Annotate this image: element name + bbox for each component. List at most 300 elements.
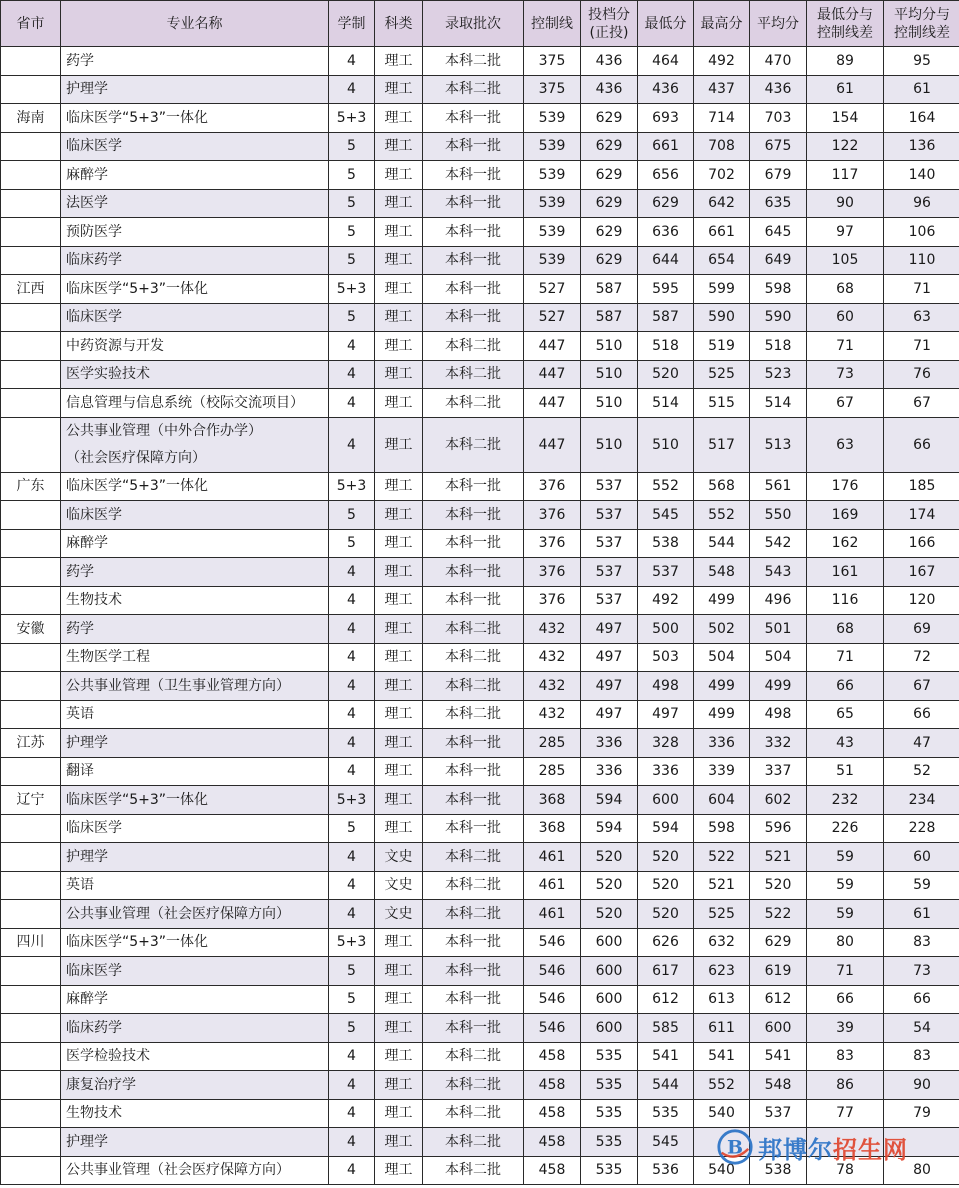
table-row (1, 985, 959, 1014)
cell-province (1, 161, 61, 190)
table-row (1, 586, 959, 615)
cell-category: 理工 (375, 586, 423, 615)
cell-category: 理工 (375, 985, 423, 1014)
cell-province (1, 586, 61, 615)
cell-batch: 本科一批 (423, 472, 524, 501)
cell-min-score: 520 (638, 843, 694, 872)
cell-province (1, 529, 61, 558)
cell-avg-score: 523 (750, 360, 807, 389)
cell-min-score: 498 (638, 672, 694, 701)
cell-min-diff: 43 (807, 729, 884, 758)
cell-avg-diff: 54 (884, 1014, 959, 1043)
cell-control-line: 368 (524, 814, 581, 843)
cell-province (1, 1014, 61, 1043)
cell-min-score: 328 (638, 729, 694, 758)
cell-years: 4 (329, 871, 375, 900)
cell-province: 江西 (1, 275, 61, 304)
cell-min-score: 514 (638, 389, 694, 418)
cell-batch: 本科二批 (423, 1128, 524, 1157)
cell-max-score: 522 (694, 843, 750, 872)
cell-major: 临床医学 (61, 132, 329, 161)
cell-province (1, 1099, 61, 1128)
cell-category: 理工 (375, 189, 423, 218)
table-row (1, 672, 959, 701)
cell-avg-diff: 71 (884, 275, 959, 304)
cell-years: 5+3 (329, 472, 375, 501)
cell-avg-diff: 140 (884, 161, 959, 190)
table-row (1, 558, 959, 587)
cell-control-line: 458 (524, 1156, 581, 1185)
cell-max-score: 515 (694, 389, 750, 418)
cell-avg-diff: 72 (884, 643, 959, 672)
cell-min-score: 537 (638, 558, 694, 587)
site-name (758, 1130, 908, 1165)
cell-years: 4 (329, 360, 375, 389)
cell-min-score: 536 (638, 1156, 694, 1185)
cell-years: 5 (329, 501, 375, 530)
cell-major: 临床医学 (61, 501, 329, 530)
cell-major (61, 417, 329, 472)
cell-province (1, 132, 61, 161)
cell-province (1, 1156, 61, 1185)
cell-batch: 本科二批 (423, 360, 524, 389)
cell-major: 生物医学工程 (61, 643, 329, 672)
cell-control-line: 432 (524, 643, 581, 672)
table-row (1, 472, 959, 501)
cell-category: 理工 (375, 757, 423, 786)
cell-avg-score: 504 (750, 643, 807, 672)
cell-batch: 本科二批 (423, 615, 524, 644)
table-row (1, 529, 959, 558)
cell-major: 麻醉学 (61, 985, 329, 1014)
cell-avg-diff: 66 (884, 417, 959, 472)
cell-category: 理工 (375, 132, 423, 161)
cell-province (1, 843, 61, 872)
cell-max-score: 590 (694, 303, 750, 332)
cell-avg-score: 542 (750, 529, 807, 558)
cell-batch: 本科一批 (423, 814, 524, 843)
cell-province (1, 985, 61, 1014)
cell-control-line: 376 (524, 501, 581, 530)
cell-min-diff: 67 (807, 389, 884, 418)
cell-control-line: 447 (524, 360, 581, 389)
cell-min-score: 594 (638, 814, 694, 843)
cell-major: 英语 (61, 700, 329, 729)
cell-max-score: 336 (694, 729, 750, 758)
cell-min-diff: 73 (807, 360, 884, 389)
cell-file-score: 600 (581, 1014, 638, 1043)
cell-min-diff: 232 (807, 786, 884, 815)
cell-years: 4 (329, 700, 375, 729)
cell-max-score: 339 (694, 757, 750, 786)
cell-file-score: 629 (581, 218, 638, 247)
cell-batch: 本科一批 (423, 586, 524, 615)
cell-max-score: 714 (694, 104, 750, 133)
header-avg-diff-l2: 控制线差 (894, 24, 950, 41)
cell-major: 临床医学“5+3”一体化 (61, 786, 329, 815)
cell-batch: 本科一批 (423, 218, 524, 247)
cell-category: 理工 (375, 161, 423, 190)
cell-min-score: 545 (638, 501, 694, 530)
cell-years: 4 (329, 615, 375, 644)
cell-file-score: 497 (581, 700, 638, 729)
cell-avg-diff: 228 (884, 814, 959, 843)
table-row (1, 1099, 959, 1128)
cell-years: 4 (329, 75, 375, 104)
cell-avg-diff: 166 (884, 529, 959, 558)
cell-batch: 本科一批 (423, 1014, 524, 1043)
cell-category: 理工 (375, 928, 423, 957)
cell-province (1, 558, 61, 587)
table-row (1, 757, 959, 786)
cell-years: 4 (329, 843, 375, 872)
cell-batch: 本科一批 (423, 729, 524, 758)
cell-avg-score: 602 (750, 786, 807, 815)
cell-min-diff: 60 (807, 303, 884, 332)
cell-batch: 本科二批 (423, 1042, 524, 1071)
table-row (1, 900, 959, 929)
cell-avg-score: 598 (750, 275, 807, 304)
cell-avg-diff: 63 (884, 303, 959, 332)
cell-major-line2: （社会医疗保障方向） (66, 449, 206, 466)
table-row (1, 700, 959, 729)
header-years: 学制 (329, 1, 375, 47)
cell-major: 生物技术 (61, 586, 329, 615)
cell-major: 翻译 (61, 757, 329, 786)
cell-max-score: 632 (694, 928, 750, 957)
header-min-diff (807, 1, 884, 47)
cell-avg-score: 337 (750, 757, 807, 786)
cell-file-score: 510 (581, 389, 638, 418)
cell-batch: 本科一批 (423, 928, 524, 957)
cell-min-diff: 162 (807, 529, 884, 558)
cell-control-line: 447 (524, 389, 581, 418)
cell-min-score: 510 (638, 417, 694, 472)
cell-file-score: 510 (581, 360, 638, 389)
table-row (1, 189, 959, 218)
cell-province (1, 1128, 61, 1157)
cell-batch: 本科二批 (423, 332, 524, 361)
table-row (1, 332, 959, 361)
cell-province (1, 672, 61, 701)
cell-category: 理工 (375, 814, 423, 843)
cell-avg-score: 514 (750, 389, 807, 418)
table-row (1, 161, 959, 190)
cell-min-diff: 66 (807, 672, 884, 701)
cell-years: 5+3 (329, 104, 375, 133)
cell-category: 理工 (375, 360, 423, 389)
table-row (1, 132, 959, 161)
cell-file-score: 510 (581, 332, 638, 361)
cell-min-score: 600 (638, 786, 694, 815)
cell-min-diff: 63 (807, 417, 884, 472)
cell-major: 麻醉学 (61, 161, 329, 190)
cell-file-score: 535 (581, 1042, 638, 1071)
cell-category: 理工 (375, 275, 423, 304)
cell-avg-score: 679 (750, 161, 807, 190)
cell-min-score: 585 (638, 1014, 694, 1043)
table-row (1, 218, 959, 247)
table-row (1, 814, 959, 843)
cell-max-score: 708 (694, 132, 750, 161)
cell-max-score: 541 (694, 1042, 750, 1071)
cell-file-score: 497 (581, 615, 638, 644)
cell-min-score: 336 (638, 757, 694, 786)
cell-major: 临床药学 (61, 246, 329, 275)
cell-file-score: 436 (581, 47, 638, 76)
cell-file-score: 520 (581, 871, 638, 900)
cell-avg-score: 619 (750, 957, 807, 986)
cell-avg-diff: 80 (884, 1156, 959, 1185)
cell-min-diff: 68 (807, 275, 884, 304)
cell-min-score: 520 (638, 871, 694, 900)
cell-file-score: 537 (581, 501, 638, 530)
cell-control-line: 539 (524, 132, 581, 161)
cell-years: 5 (329, 957, 375, 986)
cell-avg-score: 518 (750, 332, 807, 361)
cell-min-diff: 71 (807, 643, 884, 672)
cell-category: 理工 (375, 332, 423, 361)
cell-file-score: 629 (581, 189, 638, 218)
cell-years: 5+3 (329, 275, 375, 304)
table-row (1, 75, 959, 104)
table-row (1, 928, 959, 957)
cell-min-diff: 89 (807, 47, 884, 76)
cell-min-score: 595 (638, 275, 694, 304)
site-name-main: 邦博尔 (758, 1134, 833, 1164)
cell-province: 辽宁 (1, 786, 61, 815)
cell-years: 4 (329, 558, 375, 587)
cell-category: 理工 (375, 643, 423, 672)
cell-max-score: 517 (694, 417, 750, 472)
cell-major: 临床医学 (61, 957, 329, 986)
cell-max-score: 611 (694, 1014, 750, 1043)
header-control-line: 控制线 (524, 1, 581, 47)
cell-category: 理工 (375, 389, 423, 418)
cell-province: 四川 (1, 928, 61, 957)
cell-major: 护理学 (61, 1128, 329, 1157)
cell-category: 理工 (375, 558, 423, 587)
cell-min-score: 545 (638, 1128, 694, 1157)
cell-years: 4 (329, 417, 375, 472)
cell-avg-score: 543 (750, 558, 807, 587)
cell-min-score: 617 (638, 957, 694, 986)
cell-major: 临床医学“5+3”一体化 (61, 275, 329, 304)
cell-control-line: 461 (524, 871, 581, 900)
table-row (1, 47, 959, 76)
cell-category: 理工 (375, 672, 423, 701)
cell-years: 4 (329, 1128, 375, 1157)
cell-control-line: 375 (524, 47, 581, 76)
cell-avg-diff: 79 (884, 1099, 959, 1128)
cell-batch: 本科一批 (423, 558, 524, 587)
cell-control-line: 376 (524, 558, 581, 587)
cell-min-score: 520 (638, 360, 694, 389)
cell-years: 5 (329, 161, 375, 190)
cell-min-diff: 78 (807, 1156, 884, 1185)
cell-min-diff: 59 (807, 843, 884, 872)
cell-control-line: 376 (524, 529, 581, 558)
table-row (1, 643, 959, 672)
cell-province (1, 332, 61, 361)
cell-avg-score: 649 (750, 246, 807, 275)
cell-category: 理工 (375, 501, 423, 530)
header-file-score-l1: 投档分 (588, 6, 630, 23)
cell-avg-score: 548 (750, 1071, 807, 1100)
cell-avg-score: 537 (750, 1099, 807, 1128)
cell-control-line: 546 (524, 1014, 581, 1043)
cell-min-score: 535 (638, 1099, 694, 1128)
cell-years: 4 (329, 729, 375, 758)
cell-major: 麻醉学 (61, 529, 329, 558)
cell-avg-score: 520 (750, 871, 807, 900)
cell-control-line: 375 (524, 75, 581, 104)
cell-years: 5 (329, 529, 375, 558)
cell-control-line: 447 (524, 332, 581, 361)
cell-file-score: 535 (581, 1071, 638, 1100)
cell-province (1, 389, 61, 418)
cell-avg-score: 470 (750, 47, 807, 76)
cell-control-line: 546 (524, 928, 581, 957)
cell-years: 4 (329, 1042, 375, 1071)
header-avg-diff (884, 1, 959, 47)
cell-major: 临床医学 (61, 303, 329, 332)
cell-avg-score: 538 (750, 1156, 807, 1185)
cell-category: 理工 (375, 1099, 423, 1128)
cell-max-score: 599 (694, 275, 750, 304)
cell-major: 生物技术 (61, 1099, 329, 1128)
cell-batch: 本科一批 (423, 132, 524, 161)
cell-batch: 本科一批 (423, 246, 524, 275)
cell-avg-score: 513 (750, 417, 807, 472)
cell-min-diff: 117 (807, 161, 884, 190)
cell-min-diff: 86 (807, 1071, 884, 1100)
cell-years: 4 (329, 1071, 375, 1100)
cell-max-score: 502 (694, 615, 750, 644)
table-row (1, 417, 959, 472)
cell-years: 5+3 (329, 786, 375, 815)
cell-min-score: 544 (638, 1071, 694, 1100)
cell-avg-score: 498 (750, 700, 807, 729)
cell-min-score: 520 (638, 900, 694, 929)
cell-avg-diff: 174 (884, 501, 959, 530)
cell-avg-diff: 67 (884, 672, 959, 701)
cell-major: 临床医学“5+3”一体化 (61, 472, 329, 501)
cell-file-score: 629 (581, 104, 638, 133)
cell-min-diff: 39 (807, 1014, 884, 1043)
cell-max-score: 552 (694, 1071, 750, 1100)
site-logo-letter: B (726, 1136, 744, 1159)
cell-major: 护理学 (61, 75, 329, 104)
cell-min-diff: 66 (807, 985, 884, 1014)
cell-years: 4 (329, 47, 375, 76)
cell-min-diff: 97 (807, 218, 884, 247)
table-row (1, 871, 959, 900)
cell-batch: 本科一批 (423, 529, 524, 558)
cell-years: 5 (329, 303, 375, 332)
cell-min-diff: 71 (807, 957, 884, 986)
cell-avg-diff: 95 (884, 47, 959, 76)
header-batch: 录取批次 (423, 1, 524, 47)
cell-min-diff: 59 (807, 900, 884, 929)
cell-years: 5 (329, 218, 375, 247)
cell-years: 5 (329, 985, 375, 1014)
cell-category: 理工 (375, 729, 423, 758)
header-row (1, 1, 959, 47)
table-row (1, 246, 959, 275)
cell-province (1, 700, 61, 729)
cell-province (1, 900, 61, 929)
cell-min-score: 518 (638, 332, 694, 361)
cell-category: 理工 (375, 1156, 423, 1185)
cell-avg-diff: 61 (884, 75, 959, 104)
cell-avg-score: 590 (750, 303, 807, 332)
cell-min-diff: 68 (807, 615, 884, 644)
cell-avg-diff: 47 (884, 729, 959, 758)
cell-batch: 本科一批 (423, 985, 524, 1014)
cell-avg-diff: 120 (884, 586, 959, 615)
cell-min-score: 541 (638, 1042, 694, 1071)
cell-control-line: 539 (524, 218, 581, 247)
cell-max-score: 568 (694, 472, 750, 501)
cell-major: 公共事业管理（卫生事业管理方向） (61, 672, 329, 701)
cell-years: 5 (329, 132, 375, 161)
cell-max-score: 525 (694, 360, 750, 389)
cell-min-diff: 65 (807, 700, 884, 729)
cell-batch: 本科二批 (423, 1071, 524, 1100)
cell-avg-score: 541 (750, 1042, 807, 1071)
cell-batch: 本科二批 (423, 47, 524, 76)
cell-avg-score: 522 (750, 900, 807, 929)
cell-control-line: 285 (524, 729, 581, 758)
cell-category: 理工 (375, 1014, 423, 1043)
header-min-diff-l1: 最低分与 (817, 6, 873, 23)
cell-province: 海南 (1, 104, 61, 133)
cell-min-score: 656 (638, 161, 694, 190)
cell-max-score: 504 (694, 643, 750, 672)
cell-avg-diff: 67 (884, 389, 959, 418)
cell-control-line: 539 (524, 104, 581, 133)
cell-category: 理工 (375, 529, 423, 558)
cell-avg-diff: 66 (884, 700, 959, 729)
cell-category: 理工 (375, 417, 423, 472)
cell-avg-score: 496 (750, 586, 807, 615)
cell-max-score: 540 (694, 1099, 750, 1128)
cell-avg-score: 645 (750, 218, 807, 247)
header-file-score (581, 1, 638, 47)
header-max-score: 最高分 (694, 1, 750, 47)
cell-control-line: 527 (524, 275, 581, 304)
cell-major: 法医学 (61, 189, 329, 218)
cell-major: 临床药学 (61, 1014, 329, 1043)
cell-major: 公共事业管理（社会医疗保障方向） (61, 900, 329, 929)
header-major: 专业名称 (61, 1, 329, 47)
cell-control-line: 539 (524, 161, 581, 190)
cell-major: 临床医学 (61, 814, 329, 843)
cell-avg-diff: 90 (884, 1071, 959, 1100)
cell-max-score: 519 (694, 332, 750, 361)
cell-years: 4 (329, 389, 375, 418)
cell-avg-score: 703 (750, 104, 807, 133)
cell-avg-score: 612 (750, 985, 807, 1014)
cell-batch: 本科一批 (423, 161, 524, 190)
table-row (1, 729, 959, 758)
cell-file-score: 497 (581, 672, 638, 701)
cell-batch: 本科二批 (423, 672, 524, 701)
cell-batch: 本科二批 (423, 843, 524, 872)
cell-major: 医学检验技术 (61, 1042, 329, 1071)
cell-min-score: 636 (638, 218, 694, 247)
